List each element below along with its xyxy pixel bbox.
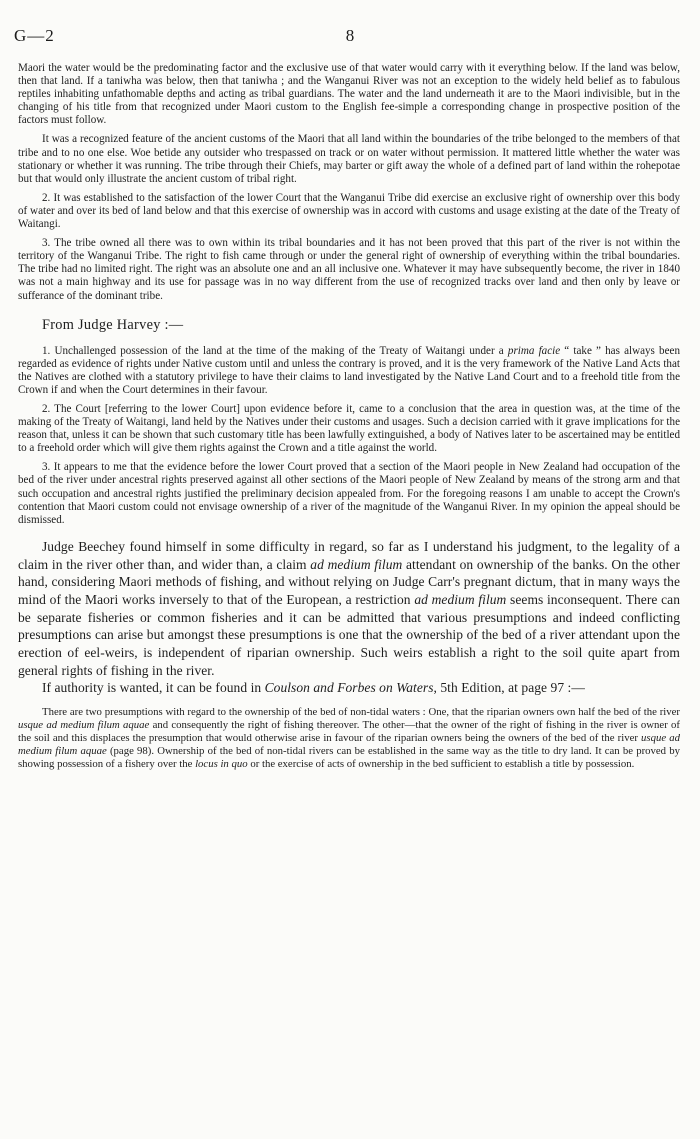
page-number: 8 <box>345 26 355 45</box>
harvey-paragraph-1: 1. Unchallenged possession of the land at the time of the making of the Treaty of Waitangi under a prima facie “ take ” has always been regarded as evidence of rights under Native custom until and unless the contrary is proved, and it is the very framework of the Native Land Acts that the Natives are clothed with a statutory privilege to have their claims to land investigated by the Native Land Court and to a freehold title from the Crown if and when the Court determines in their favour. <box>18 344 680 396</box>
intro-paragraph: Maori the water would be the predominating factor and the exclusive use of that water would carry with it everything below. If the land was below, then that land. If a taniwha was below, then that taniwha ; and the Wanganui River was not an exception to the widely held belief as to fabulous reptiles inhabiting unfathomable depths and acting as tribal guardians. The water and the land underneath it are to the Maori indivisible, but in the changing of his title from that recognized under Maori custom to the English fee-simple a corresponding change in prospective position of the factors must follow. <box>18 62 680 127</box>
document-reference: G—2 <box>14 26 55 45</box>
paragraph-3: 3. The tribe owned all there was to own within its tribal boundaries and it has not been proved that this part of the river is not within the territory of the Wanganui Tribe. The right to fish came through or under the general right of ownership of everything within the tribal boundaries. The tribe had no limited right. The right was an absolute one and an all inclusive one. Whatever it may have subsequently become, the river in 1840 was not a main highway and its use for passage was in no way different from the use of recognized tracks over land and then only by leave or sufferance of the dominant tribe. <box>18 237 680 302</box>
recognized-custom-paragraph: It was a recognized feature of the ancient customs of the Maori that all land within the boundaries of the tribe belonged to the members of that tribe and to no one else. Woe betide any outsider who trespassed on track or on water without permission. It mattered little whether the water was stationary or whether it was running. The tribe through their Chiefs, may barter or gift away the whole of a defined part of land within the rohepotae but that would only illustrate the ancient custom of tribal right. <box>18 133 680 185</box>
page-header <box>14 26 686 50</box>
beechey-paragraph: Judge Beechey found himself in some difficulty in regard, so far as I understand his judgment, to the legality of a claim in the river other than, and wider than, a claim ad medium filum attendant on ownership of the banks. On the other hand, considering Maori methods of fishing, and without relying on Judge Carr's pregnant dictum, that in many ways the mind of the Maori works inversely to that of the European, a restriction ad medium filum seems inconsequent. There can be separate fisheries or common fisheries and it can be admitted that various presumptions and indeed conflicting presumptions can arise but amongst these presumptions is one that the ownership of the bed of a river attendant upon the erection of eel-weirs, is independent of riparian ownership. Such weirs establish a right to the soil quite apart from general rights of fishing in the river. <box>18 538 681 678</box>
harvey-paragraph-2: 2. The Court [referring to the lower Court] upon evidence before it, came to a conclusion that the area in question was, at the time of the making of the Treaty of Waitangi, land held by the Natives under their customs and usages. Such a decision carried with it grave implications for the reason that, unless it can be shown that such customary title has been lawfully extinguished, a body of Natives later to be ascertained may be entitled to a freehold order which will give them rights against the Crown and a title against the world. <box>18 402 680 455</box>
authority-paragraph: If authority is wanted, it can be found in Coulson and Forbes on Waters, 5th Edition, at page 97 :— <box>42 680 585 696</box>
judge-harvey-heading: From Judge Harvey :— <box>42 316 184 333</box>
document-body <box>18 62 680 770</box>
paragraph-2: 2. It was established to the satisfaction of the lower Court that the Wanganui Tribe did exercise an exclusive right of ownership over this body of water and over its bed of land below and that this exercise of ownership was in accord with customs and usage existing at the date of the Treaty of Waitangi. <box>18 191 680 231</box>
harvey-paragraph-3: 3. It appears to me that the evidence before the lower Court proved that a section of the Maori people in New Zealand had occupation of the bed of the river under ancestral rights preserved against all other sections of the Maori people of New Zealand by means of the strong arm and that such occupation and ancestral rights justified the preliminary decision appealed from. For the foregoing reasons I am unable to accept the Crown's contention that Maori custom could not envisage ownership of a river of the magnitude of the Wanganui River. In my opinion the appeal should be dismissed. <box>18 461 680 526</box>
quoted-passage: There are two presumptions with regard to the ownership of the bed of non-tidal waters : One, that the riparian owners own half the bed of the river usque ad medium filum aquae and consequently the right of fishing thereover. The other—that the owner of the right of fishing in the river is owner of the soil and this displaces the presumption that would otherwise arise in favour of the riparian owners being the owners of the bed of the river usque ad medium filum aquae (page 98). Ownership of the bed of non-tidal rivers can be established in the same way as the title to dry land. It can be proved by showing possession of a fishery over the locus in quo or the exercise of acts of ownership in the bed sufficient to establish a title by possession. <box>18 706 681 770</box>
